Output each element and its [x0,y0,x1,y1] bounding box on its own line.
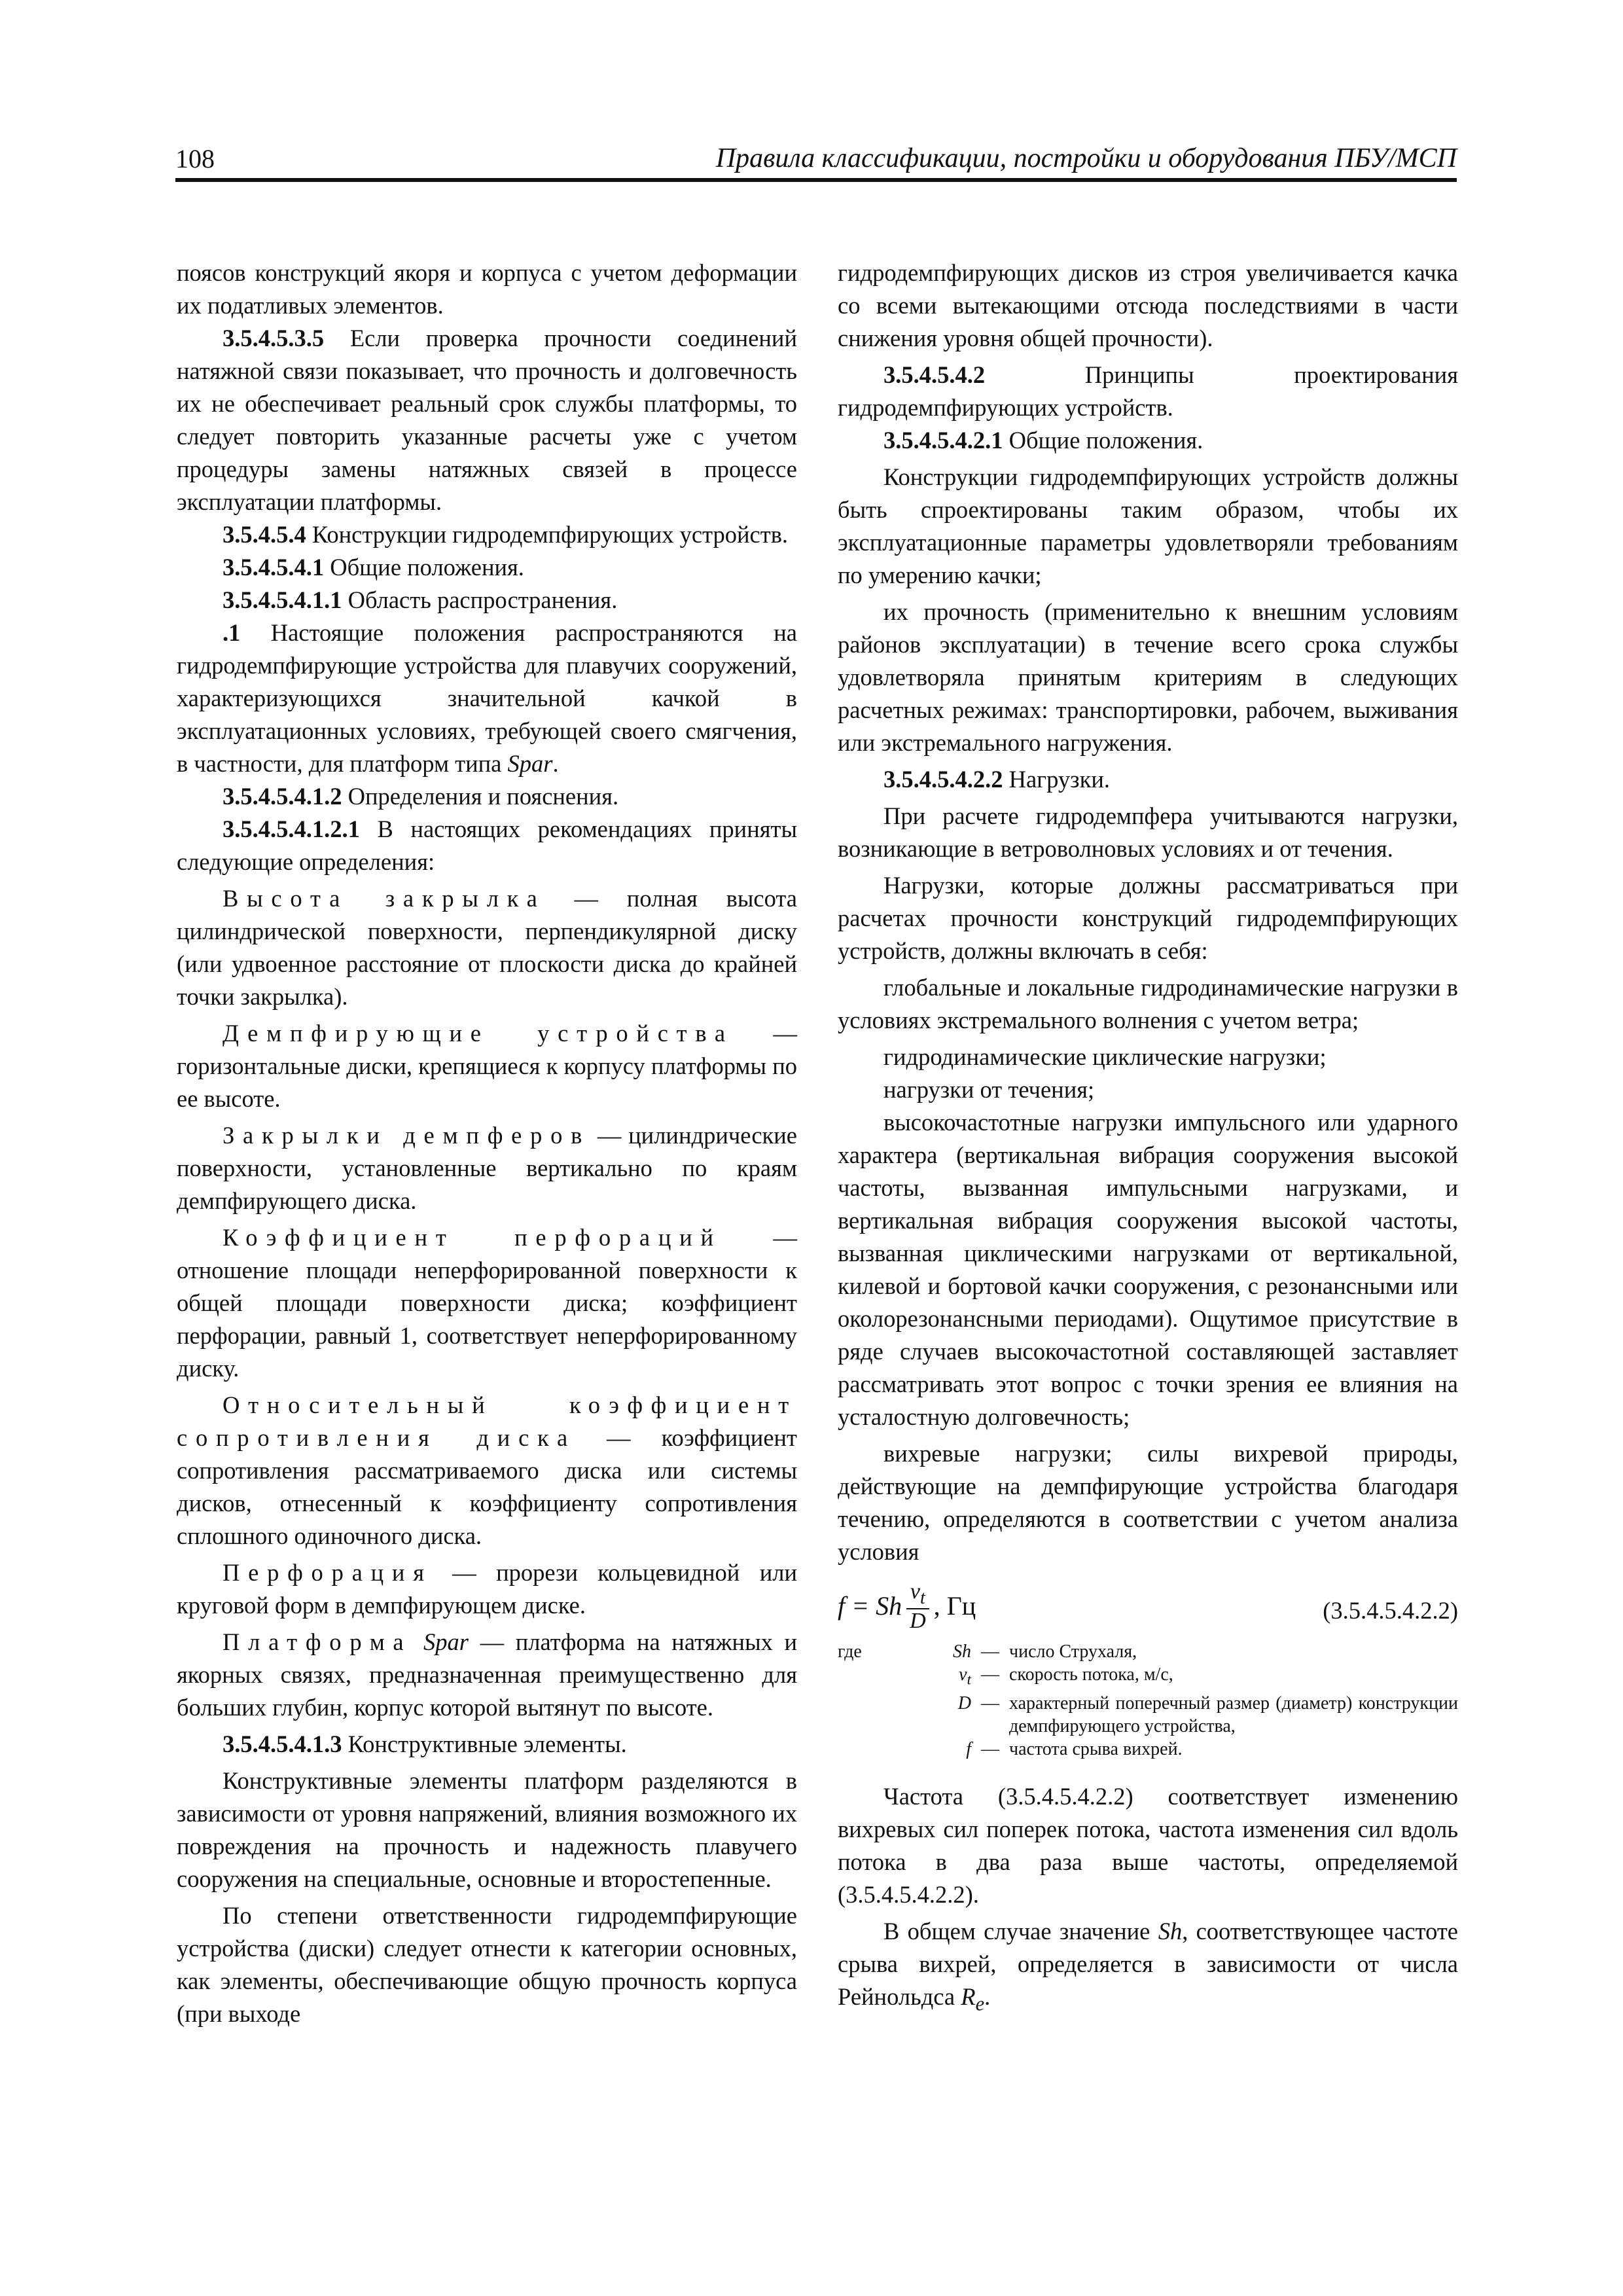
legend-row: $v_t$ — скорость потока, м/с, [959,1664,1173,1689]
section-number: 3.5.4.5.4.1 [223,554,325,581]
definition-term: Платформа [223,1628,412,1655]
formula-lhs: f = Sh [838,1591,902,1621]
formula-unit: , Гц [933,1591,976,1621]
list-item: нагрузки от течения; [883,1076,1095,1103]
section-number: 3.5.4.5.4.1.1 [223,586,342,613]
section-heading: 3.5.4.5.4.2 Принципы проектирования гидродемпфирующих устройств. [838,361,1458,421]
definition: Закрылки демпферов — цилиндрические поверхности, установленные вертикально по краям демпфирующего диска. [177,1122,797,1214]
section-heading: 3.5.4.5.4 Конструкции гидродемпфирующих устройств. [223,521,789,548]
paragraph: Нагрузки, которые должны рассматриваться при расчетах прочности конструкций гидродемпфирующих устройств, должны включать в себя: [838,872,1458,964]
section-number: 3.5.4.5.4 [223,521,306,548]
paragraph: Частота (3.5.4.5.4.2.2) соответствует изменению вихревых сил поперек потока, частота изменения сил вдоль потока в два раза выше частоты, определяемой (3.5.4.5.4.2.2). [838,1782,1458,1908]
definition: Перфорация — прорези кольцевидной или круговой форм в демпфирующем диске. [177,1559,797,1619]
section-heading: 3.5.4.5.4.2.2 Нагрузки. [883,766,1110,793]
paragraph: В общем случае значение Sh, соответствующее частоте срыва вихрей, определяется в зависимости от числа Рейнольдса $R_e$. [838,1917,1458,2015]
definition: Высота закрылка — полная высота цилиндрической поверхности, перпендикулярной диску (или удвоенное расстояние от плоскости диска до крайней точки закрылка). [177,885,798,1010]
formula-expression [838,1580,976,1632]
definition: Относительный коэффициент сопротивления диска — коэффициент сопротивления рассматриваемого диска или системы дисков, отнесенный к коэффициенту сопротивления сплошного одиночного диска. [177,1391,798,1549]
formula-fraction: $\frac{v_t}{D}$ [906,1580,930,1632]
paragraph: Конструкции гидродемпфирующих устройств должны быть спроектированы таким образом, чтобы их эксплуатационные параметры удовлетворяли требованиям по умерению качки; [838,463,1458,588]
list-item: высокочастотные нагрузки импульсного или ударного характера (вертикальная вибрация сооружения высокой частоты, вызванная импульсными нагрузками, и вертикальная вибрация сооружения высокой частоты, вызванная циклическими нагрузками от вертикальной, килевой и бортовой качки сооружения, с резонансными или околорезонансными периодами). Ощутимое присутствие в ряде случаев высокочастотной составляющей заставляет рассматривать этот вопрос с точки зрения ее влияния на усталостную долговечность; [838,1109,1458,1430]
section-heading: 3.5.4.5.4.1.2 Определения и пояснения. [223,783,619,810]
paragraph: При расчете гидродемпфера учитываются нагрузки, возникающие в ветроволновых условиях и от течения. [838,802,1458,862]
section-number: 3.5.4.5.4.2 [883,361,986,388]
left-column [177,257,797,2030]
section-number: 3.5.4.5.4.2.2 [883,766,1003,793]
paragraph: Конструктивные элементы платформ разделяются в зависимости от уровня напряжений, влияния возможного их повреждения на прочность и надежность плавучего сооружения на специальные, основные и второстепенные. [177,1767,797,1892]
paragraph: По степени ответственности гидродемпфирующие устройства (диски) следует отнести к категории основных, как элементы, обеспечивающие общую прочность корпуса (при выходе [177,1902,797,2027]
section-number: 3.5.4.5.4.1.2.1 [223,816,360,842]
list-item: вихревые нагрузки; силы вихревой природы, действующие на демпфирующие устройства благодаря течению, определяются в соответствии с учетом анализа условия [838,1440,1458,1565]
definition: Демпфирующие устройства — горизонтальные диски, крепящиеся к корпусу платформы по ее высоте. [177,1020,798,1112]
paragraph: гидродемпфирующих дисков из строя увеличивается качка со всеми вытекающими отсюда последствиями в части снижения уровня общей прочности). [838,259,1458,351]
list-item: глобальные и локальные гидродинамические нагрузки в условиях экстремального волнения с учетом ветра; [838,974,1458,1033]
definition: Коэффициент перфораций — отношение площади неперфорированной поверхности к общей площади поверхности диска; коэффициент перфорации, равный 1, соответствует неперфорированному диску. [177,1224,797,1382]
definition-term: Коэффициент перфораций [223,1224,722,1251]
section-heading: 3.5.4.5.4.1.3 Конструктивные элементы. [223,1731,627,1757]
definition-term: Высота закрылка [223,885,546,912]
item-number: .1 [223,619,241,646]
definition-term: Закрылки демпферов [223,1122,591,1149]
section-number: 3.5.4.5.4.2.1 [883,427,1003,454]
section-number: 3.5.4.5.4.1.3 [223,1731,342,1757]
paragraph: их прочность (применительно к внешним условиям районов эксплуатации) в течение всего срока службы удовлетворяла принятым критериям в следующих расчетных режимах: транспортировки, рабочем, выживания или экстремального нагружения. [838,598,1458,756]
section-number: 3.5.4.5.4.1.2 [223,783,342,810]
section-heading: 3.5.4.5.4.1 Общие положения. [223,554,524,581]
section-number: 3.5.4.5.3.5 [223,325,325,351]
legend-row: f — частота срыва вихрей. [966,1738,1183,1759]
definition-term: Демпфирующие устройства [223,1020,734,1047]
running-title: Правила классификации, постройки и оборудования ПБУ/МСП [715,143,1457,173]
paragraph: .1 Настоящие положения распространяются на гидродемпфирующие устройства для плавучих сооружений, характеризующихся значительной качкой в эксплуатационных условиях, требующей своего смягчения, в частности, для платформ типа Spar. [177,619,797,777]
definition-term: Относительный коэффициент сопротивления диска [177,1391,797,1451]
page-number: 108 [175,144,215,173]
formula [838,1571,1458,1638]
right-column [838,257,1458,2020]
formula-number: (3.5.4.5.4.2.2) [1323,1597,1458,1624]
definition-term: Перфорация [223,1559,433,1586]
paragraph: поясов конструкций якоря и корпуса с учетом деформации их податливых элементов. [177,259,797,319]
paragraph: 3.5.4.5.3.5 Если проверка прочности соединений натяжной связи показывает, что прочность и долговечность их не обеспечивает реальный срок службы платформы, то следует повторить указанные расчеты уже с учетом процедуры замены натяжных связей в процессе эксплуатации платформы. [177,325,797,515]
legend-row: D — характерный поперечный размер (диаметр) конструкции демпфирующего устройства, [957,1693,1458,1736]
definition: Платформа Spar — платформа на натяжных и якорных связях, предназначенная преимущественно для больших глубин, корпус которой вытянут по высоте. [177,1628,798,1721]
section-heading: 3.5.4.5.4.1.1 Область распространения. [223,586,618,613]
legend-row: где Sh — число Струхаля, [838,1641,1137,1662]
page-header [175,139,1457,182]
formula-legend [838,1640,1458,1761]
paragraph: 3.5.4.5.4.1.2.1 В настоящих рекомендациях приняты следующие определения: [177,816,797,875]
list-item: гидродинамические циклические нагрузки; [883,1043,1327,1070]
section-heading: 3.5.4.5.4.2.1 Общие положения. [883,427,1204,454]
